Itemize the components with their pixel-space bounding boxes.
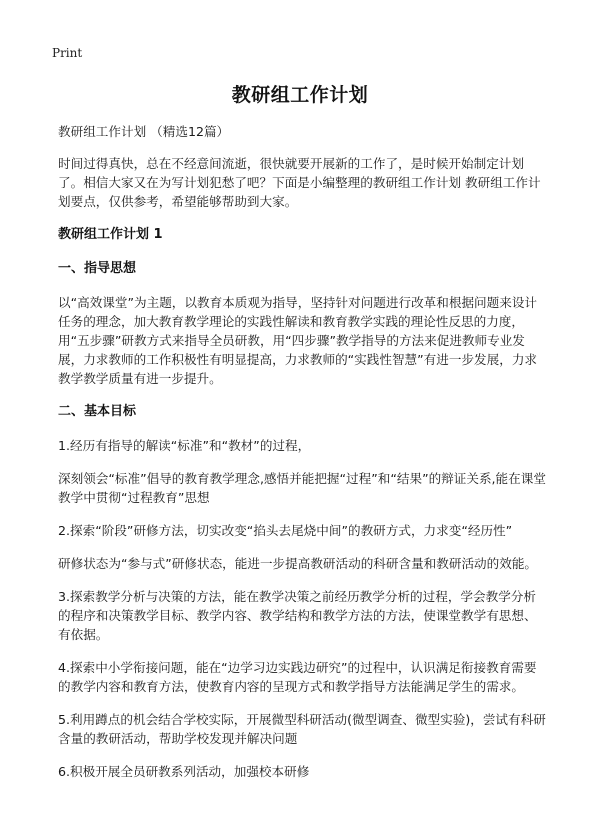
heading-basic-goals: 二、基本目标 <box>58 404 137 419</box>
goal-item: 2.探索“阶段”研修方法，切实改变“掐头去尾烧中间”的教研方式，力求变“经历性” <box>58 523 513 538</box>
goal-item: 研修状态为“参与式”研修状态，能进一步提高教研活动的科研含量和教研活动的效能。 <box>58 556 538 571</box>
intro-paragraph: 时间过得真快，总在不经意间流逝，很快就要开展新的工作了，是时候开始制定计划了。相信大家又在为写计划犯愁了吧？下面是小编整理的教研组工作计划 教研组工作计划要点，仅供参考，希望能够帮助到大家。 <box>58 156 541 209</box>
print-link[interactable]: Print <box>52 46 83 60</box>
document-title: 教研组工作计划 <box>231 84 369 106</box>
document-subtitle: 教研组工作计划 （精选12篇） <box>58 124 230 139</box>
goal-item: 1.经历有指导的解读“标准”和“教材”的过程， <box>58 438 311 453</box>
goal-item: 4.探索中小学衔接问题，能在“边学习边实践边研究”的过程中，认识满足衔接教育需要的教学内容和教育方法，使教育内容的呈现方式和教学指导方法能满足学生的需求。 <box>58 660 537 694</box>
goal-item: 6.积极开展全员研教系列活动，加强校本研修 <box>58 764 310 779</box>
guiding-ideology-paragraph: 以“高效课堂”为主题，以教育本质观为指导，坚持针对问题进行改革和根据问题来设计任务的理念，加大教育教学理论的实践性解读和教育教学实践的理论性反思的力度，用“五步骤”研教方式来指导全员研教，用“四步骤”教学指导的方法来促进教师专业发展，力求教师的工作积极性有明显提高，力求教师的“实践性智慧”有进一步发展，力求教学教学质量有进一步提升。 <box>58 295 538 386</box>
section-heading-plan-1: 教研组工作计划 1 <box>58 227 163 242</box>
goal-item: 深刻领会“标准”倡导的教育教学理念,感悟并能把握“过程”和“结果”的辩证关系,能在课堂教学中贯彻“过程教育”思想 <box>58 471 546 505</box>
goal-item: 3.探索教学分析与决策的方法，能在教学决策之前经历教学分析的过程，学会教学分析的程序和决策教学目标、教学内容、教学结构和教学方法的方法，使课堂教学有思想、有依据。 <box>58 589 537 642</box>
heading-guiding-ideology: 一、指导思想 <box>58 261 137 276</box>
goal-item: 5.利用蹲点的机会结合学校实际，开展微型科研活动(微型调查、微型实验)，尝试有科研含量的教研活动，帮助学校发现并解决问题 <box>58 712 546 746</box>
document-body <box>58 122 548 795</box>
